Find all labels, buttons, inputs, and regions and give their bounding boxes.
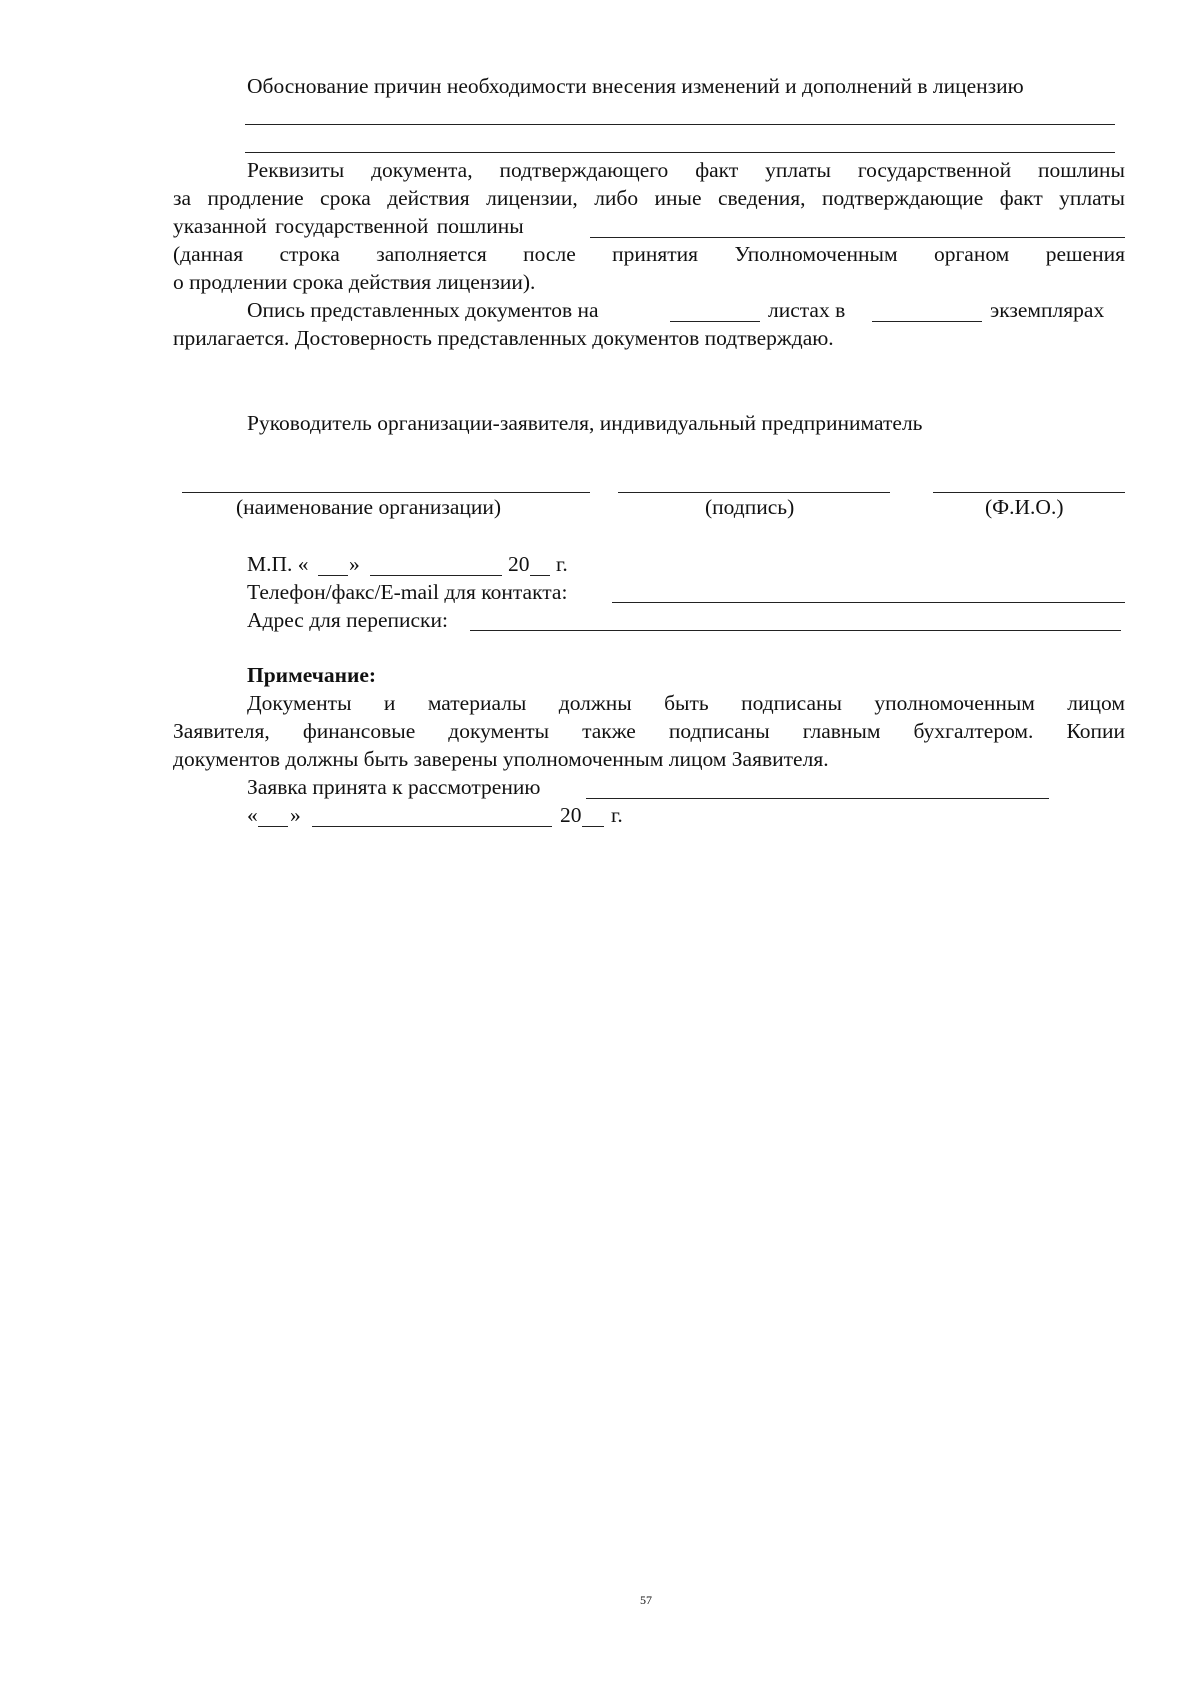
word: документа, bbox=[371, 158, 473, 182]
accepted-label: Заявка принята к рассмотрению bbox=[247, 775, 541, 799]
address-label: Адрес для переписки: bbox=[247, 608, 448, 632]
word: Копии bbox=[1066, 719, 1125, 743]
word: срока bbox=[320, 186, 371, 210]
accepted-year-prefix: 20 bbox=[560, 803, 582, 827]
payment-note-line-1 bbox=[173, 241, 1125, 268]
word: органом bbox=[933, 242, 1010, 266]
caption-sign: (подпись) bbox=[705, 495, 795, 519]
mp-year-suffix: г. bbox=[556, 552, 568, 576]
inventory-part-2: листах в bbox=[768, 298, 846, 322]
caption-fio: (Ф.И.О.) bbox=[985, 495, 1064, 519]
mp-year-prefix: 20 bbox=[508, 552, 530, 576]
payment-note-line-2: о продлении срока действия лицензии). bbox=[173, 270, 536, 294]
word: заполняется bbox=[376, 242, 487, 266]
word: факт bbox=[999, 186, 1043, 210]
word: Документы bbox=[247, 691, 352, 715]
inventory-part-3: экземплярах bbox=[990, 298, 1105, 322]
word: после bbox=[523, 242, 576, 266]
phone-field-line[interactable] bbox=[612, 602, 1125, 603]
word: факт bbox=[695, 158, 739, 182]
payment-line-1 bbox=[247, 157, 1125, 184]
inventory-line-2: прилагается. Достоверность представленных документов подтверждаю. bbox=[173, 326, 834, 350]
mp-label: М.П. « bbox=[247, 552, 309, 576]
note-line-3: документов должны быть заверены уполномоченным лицом Заявителя. bbox=[173, 747, 829, 771]
word: Реквизиты bbox=[247, 158, 345, 182]
note-heading: Примечание: bbox=[247, 663, 377, 687]
word: сведения, bbox=[717, 186, 806, 210]
word: финансовые bbox=[302, 719, 416, 743]
signature-line[interactable] bbox=[618, 492, 890, 493]
word: решения bbox=[1045, 242, 1125, 266]
word: продление bbox=[207, 186, 304, 210]
payment-line-3: указанной государственной пошлины bbox=[173, 214, 524, 238]
accepted-month-line[interactable] bbox=[312, 826, 552, 827]
reasons-line-1[interactable] bbox=[245, 124, 1115, 125]
word: лицом bbox=[1067, 691, 1125, 715]
word: бухгалтером. bbox=[913, 719, 1034, 743]
word: либо bbox=[594, 186, 639, 210]
payment-line-2 bbox=[173, 185, 1125, 212]
accepted-year-line[interactable] bbox=[582, 826, 604, 827]
word: быть bbox=[664, 691, 709, 715]
word: строка bbox=[279, 242, 340, 266]
caption-org: (наименование организации) bbox=[236, 495, 502, 519]
word: государственной bbox=[857, 158, 1012, 182]
phone-label: Телефон/факс/E-mail для контакта: bbox=[247, 580, 568, 604]
word: должны bbox=[558, 691, 632, 715]
word: подписаны bbox=[668, 719, 770, 743]
word: документы bbox=[448, 719, 550, 743]
note-line-1 bbox=[247, 690, 1125, 717]
word: Уполномоченным bbox=[734, 242, 898, 266]
fio-line[interactable] bbox=[933, 492, 1125, 493]
word: (данная bbox=[173, 242, 244, 266]
accepted-year-suffix: г. bbox=[611, 803, 623, 827]
word: главным bbox=[802, 719, 881, 743]
inventory-part-1: Опись представленных документов на bbox=[247, 298, 599, 322]
word: действия bbox=[387, 186, 470, 210]
mp-day-line[interactable] bbox=[318, 575, 348, 576]
word: принятия bbox=[612, 242, 699, 266]
org-name-line[interactable] bbox=[182, 492, 590, 493]
word: подписаны bbox=[741, 691, 842, 715]
signatory-title: Руководитель организации-заявителя, индивидуальный предприниматель bbox=[247, 411, 923, 435]
page-number: 57 bbox=[640, 1593, 652, 1607]
word: за bbox=[173, 186, 192, 210]
mp-quote-close: » bbox=[349, 552, 360, 576]
word: уплаты bbox=[765, 158, 831, 182]
word: и bbox=[383, 691, 396, 715]
inventory-sheets-line[interactable] bbox=[670, 321, 760, 322]
word: подтверждающего bbox=[499, 158, 669, 182]
accepted-date-close: » bbox=[290, 803, 301, 827]
note-line-2 bbox=[173, 718, 1125, 745]
mp-year-line[interactable] bbox=[530, 575, 550, 576]
inventory-copies-line[interactable] bbox=[872, 321, 982, 322]
word: Заявителя, bbox=[173, 719, 270, 743]
address-field-line[interactable] bbox=[470, 630, 1121, 631]
word: уплаты bbox=[1059, 186, 1125, 210]
word: также bbox=[582, 719, 636, 743]
word: лицензии, bbox=[486, 186, 578, 210]
accepted-field-line[interactable] bbox=[586, 798, 1049, 799]
reasons-line-2[interactable] bbox=[245, 152, 1115, 153]
word: иные bbox=[654, 186, 702, 210]
reasons-label: Обоснование причин необходимости внесения изменений и дополнений в лицензию bbox=[247, 74, 1024, 98]
word: подтверждающие bbox=[821, 186, 984, 210]
accepted-day-line[interactable] bbox=[258, 826, 288, 827]
word: уполномоченным bbox=[874, 691, 1035, 715]
payment-field-line[interactable] bbox=[590, 237, 1125, 238]
word: материалы bbox=[427, 691, 527, 715]
mp-month-line[interactable] bbox=[370, 575, 502, 576]
accepted-date-open: « bbox=[247, 803, 258, 827]
word: пошлины bbox=[1037, 158, 1125, 182]
